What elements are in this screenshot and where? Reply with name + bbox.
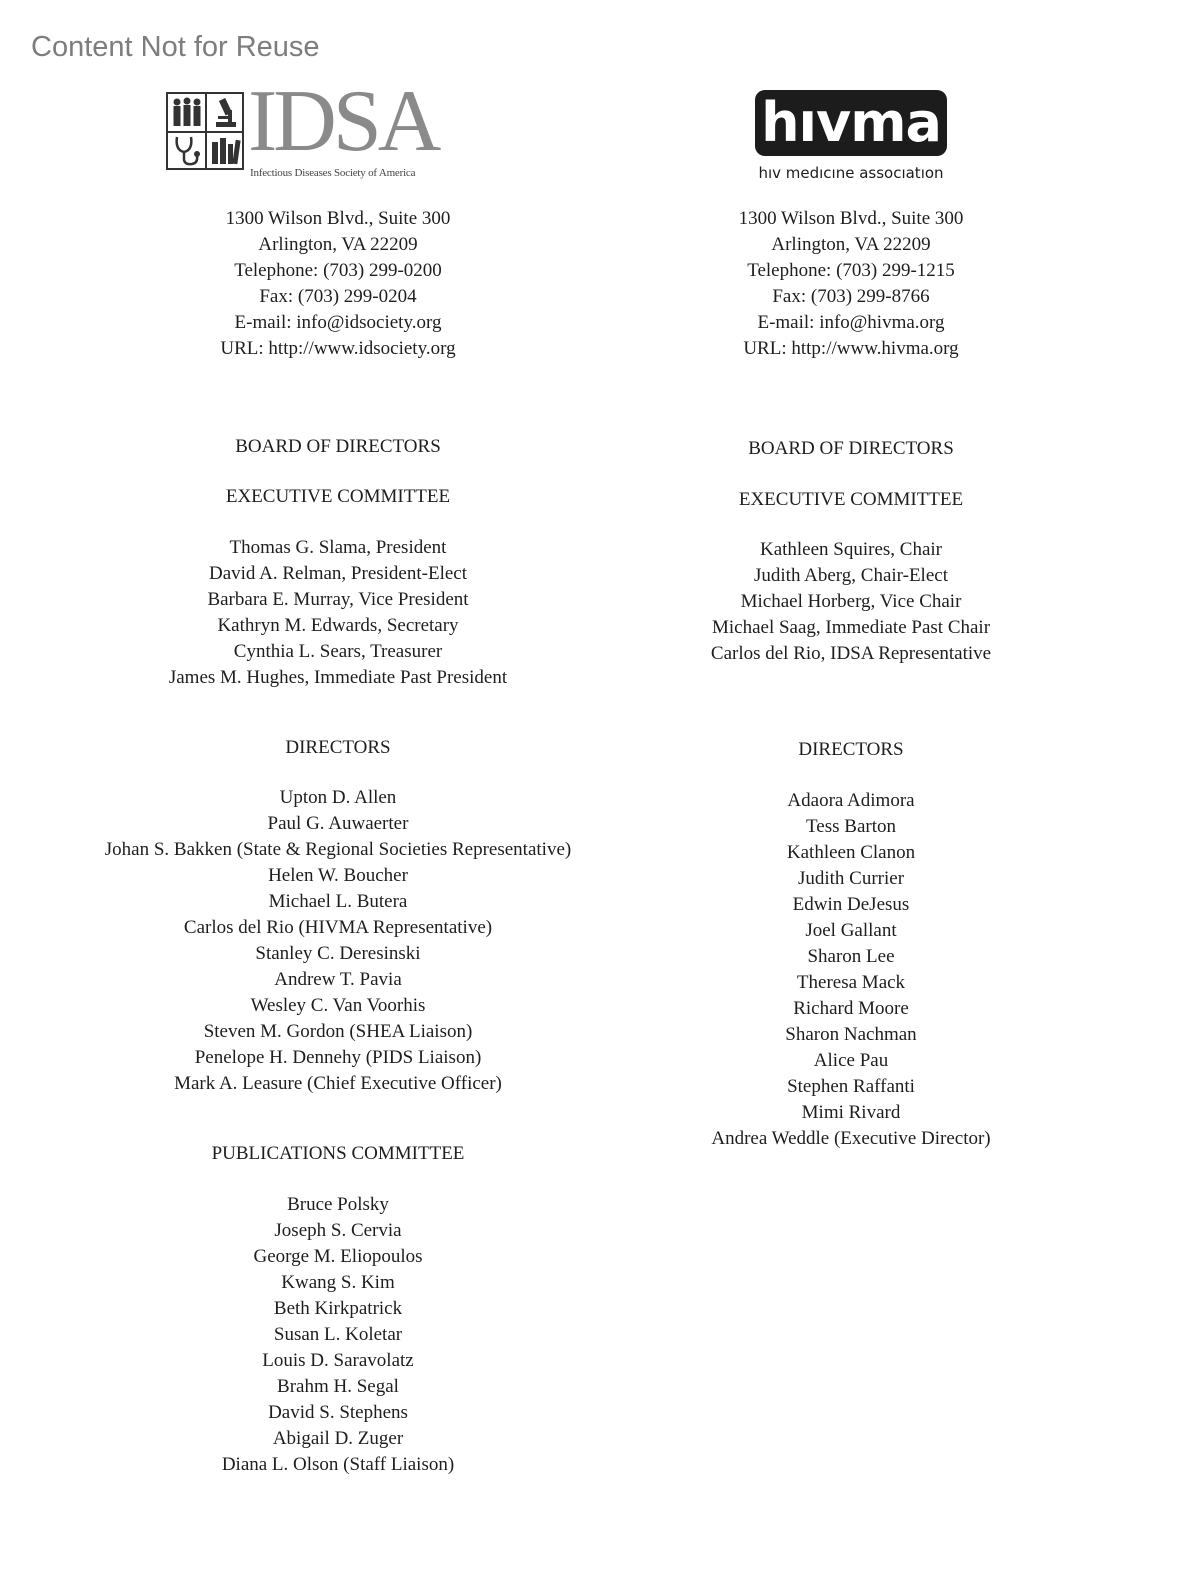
list-item: David S. Stephens xyxy=(268,1402,408,1423)
list-item: Upton D. Allen xyxy=(279,787,397,808)
hivma-directors-heading: DIRECTORS xyxy=(798,739,904,760)
list-item: Judith Aberg, Chair-Elect xyxy=(754,565,948,586)
hivma-logo xyxy=(755,90,947,182)
list-item: Helen W. Boucher xyxy=(268,865,408,886)
idsa-directors-list xyxy=(98,785,578,1097)
address-line: 1300 Wilson Blvd., Suite 300 xyxy=(225,208,451,229)
url-line: URL: http://www.idsociety.org xyxy=(220,338,456,359)
list-item: Cynthia L. Sears, Treasurer xyxy=(233,641,443,662)
list-item: Susan L. Koletar xyxy=(273,1324,403,1345)
idsa-executive-heading: EXECUTIVE COMMITTEE xyxy=(225,486,451,507)
address-line: 1300 Wilson Blvd., Suite 300 xyxy=(738,208,964,229)
list-item: Stephen Raffanti xyxy=(787,1076,915,1097)
list-item: Thomas G. Slama, President xyxy=(229,537,447,558)
list-item: Mark A. Leasure (Chief Executive Officer) xyxy=(174,1073,502,1094)
list-item: Mimi Rivard xyxy=(801,1102,901,1123)
list-item: Adaora Adimora xyxy=(787,790,915,811)
list-item: Penelope H. Dennehy (PIDS Liaison) xyxy=(194,1047,482,1068)
list-item: Johan S. Bakken (State & Regional Societies Representative) xyxy=(104,839,572,860)
idsa-directors-heading: DIRECTORS xyxy=(285,737,391,758)
list-item: Edwin DeJesus xyxy=(792,894,910,915)
telephone-line: Telephone: (703) 299-1215 xyxy=(747,260,955,281)
hivma-address xyxy=(702,206,1000,362)
list-item: Paul G. Auwaerter xyxy=(267,813,409,834)
idsa-logo xyxy=(166,73,446,179)
list-item: Stanley C. Deresinski xyxy=(255,943,421,964)
telephone-line: Telephone: (703) 299-0200 xyxy=(234,260,442,281)
list-item: Andrea Weddle (Executive Director) xyxy=(711,1128,991,1149)
list-item: Brahm H. Segal xyxy=(277,1376,399,1397)
list-item: Louis D. Saravolatz xyxy=(262,1350,414,1371)
address-line: Arlington, VA 22209 xyxy=(258,234,418,255)
idsa-logo-subtitle: Infectious Diseases Society of America xyxy=(250,167,416,179)
list-item: Barbara E. Murray, Vice President xyxy=(207,589,469,610)
list-item: Abigail D. Zuger xyxy=(272,1428,404,1449)
list-item: Theresa Mack xyxy=(796,972,906,993)
list-item: Kathleen Clanon xyxy=(786,842,916,863)
idsa-address xyxy=(98,206,578,362)
list-item: Joseph S. Cervia xyxy=(274,1220,402,1241)
list-item: Carlos del Rio (HIVMA Representative) xyxy=(183,917,493,938)
fax-line: Fax: (703) 299-0204 xyxy=(259,286,417,307)
address-line: Arlington, VA 22209 xyxy=(771,234,931,255)
list-item: Diana L. Olson (Staff Liaison) xyxy=(221,1454,455,1475)
idsa-wordmark: IDSA xyxy=(248,73,438,170)
idsa-executive-list xyxy=(98,535,578,691)
list-item: Andrew T. Pavia xyxy=(274,969,402,990)
list-item: Michael Saag, Immediate Past Chair xyxy=(711,617,991,638)
hivma-executive-list xyxy=(702,537,1000,667)
list-item: David A. Relman, President-Elect xyxy=(208,563,468,584)
idsa-emblem-icon xyxy=(166,92,244,170)
list-item: Sharon Lee xyxy=(807,946,895,967)
list-item: Kathryn M. Edwards, Secretary xyxy=(217,615,459,636)
list-item: Michael L. Butera xyxy=(268,891,408,912)
list-item: Joel Gallant xyxy=(805,920,897,941)
list-item: Alice Pau xyxy=(813,1050,889,1071)
idsa-board-heading: BOARD OF DIRECTORS xyxy=(235,436,441,457)
list-item: James M. Hughes, Immediate Past President xyxy=(168,667,508,688)
list-item: Sharon Nachman xyxy=(785,1024,917,1045)
idsa-publications-list xyxy=(98,1192,578,1478)
hivma-executive-heading: EXECUTIVE COMMITTEE xyxy=(738,489,964,510)
list-item: Wesley C. Van Voorhis xyxy=(250,995,426,1016)
list-item: Steven M. Gordon (SHEA Liaison) xyxy=(203,1021,473,1042)
hivma-wordmark: hıvma xyxy=(755,90,947,156)
watermark-text: Content Not for Reuse xyxy=(31,31,320,63)
hivma-board-heading: BOARD OF DIRECTORS xyxy=(748,438,954,459)
list-item: Judith Currier xyxy=(797,868,905,889)
list-item: Carlos del Rio, IDSA Representative xyxy=(710,643,992,664)
list-item: Bruce Polsky xyxy=(287,1194,389,1215)
email-line: E-mail: info@hivma.org xyxy=(757,312,945,333)
list-item: Michael Horberg, Vice Chair xyxy=(740,591,962,612)
url-line: URL: http://www.hivma.org xyxy=(743,338,959,359)
list-item: Richard Moore xyxy=(793,998,909,1019)
list-item: Beth Kirkpatrick xyxy=(273,1298,403,1319)
idsa-publications-heading: PUBLICATIONS COMMITTEE xyxy=(211,1143,465,1164)
list-item: Kwang S. Kim xyxy=(281,1272,395,1293)
list-item: Kathleen Squires, Chair xyxy=(759,539,943,560)
hivma-directors-list xyxy=(702,788,1000,1152)
list-item: Tess Barton xyxy=(806,816,896,837)
email-line: E-mail: info@idsociety.org xyxy=(234,312,442,333)
list-item: George M. Eliopoulos xyxy=(253,1246,423,1267)
fax-line: Fax: (703) 299-8766 xyxy=(772,286,930,307)
hivma-logo-subtitle: hıv medıcıne assocıatıon xyxy=(758,164,944,182)
